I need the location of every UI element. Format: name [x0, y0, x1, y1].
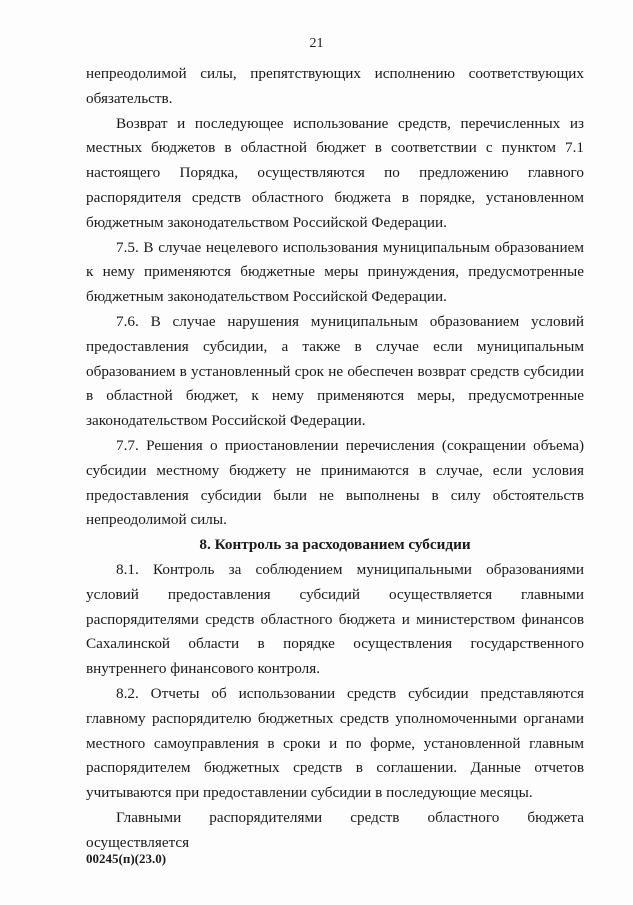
paragraph-8-2: 8.2. Отчеты об использовании средств субсидии представляются главному распорядителю бюджетных средств уполномоченными органами местного самоуправления в сроки и по форме, установленной главным распорядителем бюджетных средств в соглашении. Данные отчетов учитываются при предоставлении субсидии в последующие месяцы. — [86, 684, 584, 802]
paragraph-7-5: 7.5. В случае нецелевого использования муниципальным образованием к нему применяются бюджетные меры принуждения, предусмотренные бюджетным законодательством Российской Федерации. — [86, 238, 584, 306]
paragraph-7-7: 7.7. Решения о приостановлении перечисления (сокращении объема) субсидии местному бюджету не принимаются в случае, если условия предоставления субсидии были не выполнены в силу обстоятельств непреодолимой силы. — [86, 436, 584, 529]
paragraph-8-1: 8.1. Контроль за соблюдением муниципальными образованиями условий предоставления субсидий осуществляется главными распорядителями средств областного бюджета и министерством финансов Сахалинской области в порядке осуществления государственного внутреннего финансового контроля. — [86, 560, 584, 678]
paragraph-trailing: Главными распорядителями средств областного бюджета осуществляется — [86, 808, 584, 851]
paragraph-refund: Возврат и последующее использование средств, перечисленных из местных бюджетов в областной бюджет в соответствии с пунктом 7.1 настоящего Порядка, осуществляются по предложению главного распорядителя средств областного бюджета в порядке, установленном бюджетным законодательством Российской Федерации. — [86, 114, 584, 231]
document-body — [86, 62, 584, 856]
paragraph-7-6: 7.6. В случае нарушения муниципальным образованием условий предоставления субсидии, а также в случае если муниципальным образованием в установленный срок не обеспечен возврат средств субсидии в областной бюджет, к нему применяются меры, предусмотренные законодательством Российской Федерации. — [86, 312, 584, 430]
section-heading: 8. Контроль за расходованием субсидии — [199, 536, 471, 554]
paragraph-continuation: непреодолимой силы, препятствующих исполнению соответствующих обязательств. — [86, 65, 584, 107]
page-number: 21 — [309, 36, 324, 51]
document-code: 00245(п)(23.0) — [86, 851, 167, 866]
